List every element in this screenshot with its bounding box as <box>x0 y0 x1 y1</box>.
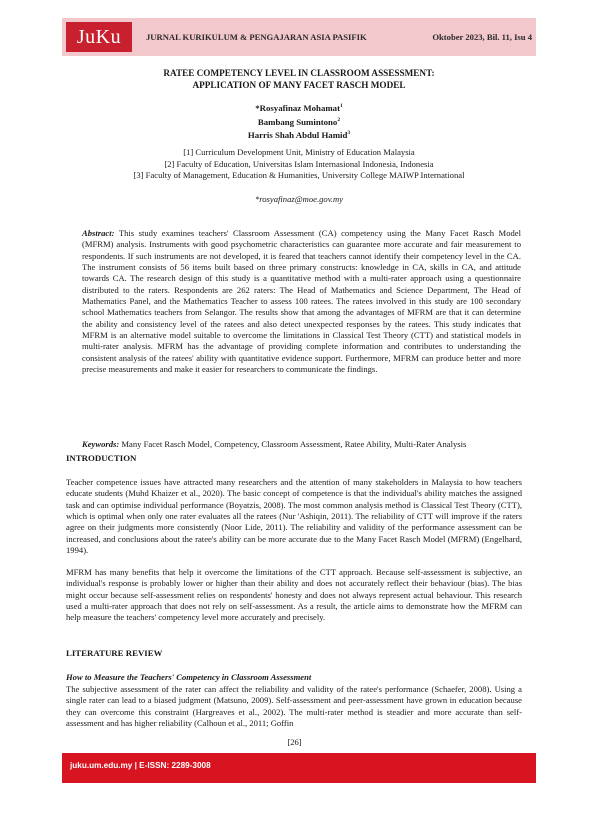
keywords <box>82 439 521 450</box>
author-list <box>62 101 536 142</box>
literature-review-heading: LITERATURE REVIEW <box>66 648 163 658</box>
keywords-label: Keywords: <box>82 439 120 449</box>
paper-title <box>62 67 536 91</box>
affiliation: [1] Curriculum Development Unit, Ministry of Education Malaysia <box>183 147 415 157</box>
author: Bambang Sumintono$^2$ <box>257 116 341 127</box>
introduction-heading: INTRODUCTION <box>66 453 137 463</box>
literature-subheading: How to Measure the Teachers' Competency in Classroom Assessment <box>66 672 312 682</box>
title-line-2: APPLICATION OF MANY FACET RASCH MODEL <box>192 80 406 90</box>
abstract-label: Abstract: <box>82 228 115 238</box>
introduction-paragraph-1: Teacher competence issues have attracted many researchers and the attention of many stakeholders in Malaysia to how teachers educate students (Muhd Khaizer et al., 2020). The basic concept of competence is that the individual's ability matches the assigned task and can optimise individual performance (Boyatzis, 2008). The most common analysis method is Classical Test Theory (CTT), which is optimal when only one rater evaluates all the ratees (Nur 'Ashiqin, 2011). The reliability of CTT will improve if the raters agree on their judgments more consistently (Noor Lide, 2011). The reliability and validity of the performance assessment can be increased, and conclusions about the ratee's ability can be more accurate due to the Many Facet Rasch Model (MFRM) (Engelhard, 1994). <box>66 477 522 556</box>
author: Harris Shah Abdul Hamid$^3$ <box>247 130 351 140</box>
journal-name: JURNAL KURIKULUM & PENGAJARAN ASIA PASIFIK <box>146 32 367 42</box>
issue-info: Oktober 2023, Bil. 11, Isu 4 <box>432 32 532 42</box>
journal-footer <box>62 753 536 783</box>
author: *Rosyafinaz Mohamat$^1$ <box>255 103 343 113</box>
affiliation: [3] Faculty of Management, Education & Humanities, University College MAIWP International <box>133 170 465 181</box>
journal-logo: JuKu <box>66 22 132 52</box>
journal-header <box>62 18 536 56</box>
affiliation: [2] Faculty of Education, Universitas Islam Internasional Indonesia, Indonesia <box>164 158 434 169</box>
page-number: [26] <box>287 737 302 747</box>
footer-text[interactable]: juku.um.edu.my | E-ISSN: 2289-3008 <box>70 761 211 770</box>
affiliations <box>62 147 536 182</box>
abstract-text: This study examines teachers' Classroom Assessment (CA) competency using the Many Facet Rasch Model (MFRM) analysis. Instruments with good psychometric characteristics can guarantee more accurate and fair measurement to respondents. If such instruments are not developed, it is feared that teachers cannot identify their competency level in the CA. The instrument consists of 56 items built based on three primary constructs: knowledge in CA, skills in CA, and attitude towards CA. The research design of this study is a quantitative method with a multi-rater approach using a questionnaire distributed to the raters. Respondents are 262 raters: The Head of Mathematics and Science Department, The Head of Mathematics Panel, and the Mathematics Teacher to assess 100 ratees. The ratees involved in this study are 100 secondary school Mathematics teachers from Selangor. The results show that among the advantages of MFRM are that it can determine the ability and consistency level of the ratees and also detect unexpected responses by the ratees. This study indicates that MFRM is an alternative model suitable to overcome the limitations in Classical Test Theory (CTT) and statistical models in multi-rater analysis. MFRM has the advantage of providing complete information and contributes to understanding the consistent analysis of the ratees' ability with quantitative evidence support. Furthermore, MFRM can produce better and more precise measurements and make it easier for researchers to communicate the findings. <box>82 228 521 375</box>
corresponding-email[interactable]: *rosyafinaz@moe.gov.my <box>254 194 344 204</box>
title-line-1: RATEE COMPETENCY LEVEL IN CLASSROOM ASSESSMENT: <box>163 68 435 78</box>
keywords-text: Many Facet Rasch Model, Competency, Classroom Assessment, Ratee Ability, Multi-Rater Analysis <box>121 439 467 449</box>
abstract <box>82 228 521 375</box>
introduction-paragraph-2: MFRM has many benefits that help it overcome the limitations of the CTT approach. Because self-assessment is subjective, an individual's response is probably lower or higher than their ability and does not accurately reflect their behaviour (bias). The bias might occur because self-assessment relies on respondents' honesty and does not always represent actual behaviour. This research used a multi-rater approach that does not rely on self-assessment. As a result, the article aims to demonstrate how the MFRM can help measure the teachers' competency level more accurately and precisely. <box>66 567 522 623</box>
literature-paragraph-1: The subjective assessment of the rater can affect the reliability and validity of the ratee's performance (Schaefer, 2008). Using a single rater can lead to a biased judgment (Matsuno, 2009). Self-assessment and peer-assessment have grown in education because they can overcome this constraint (Hargreaves et al., 2002). The multi-rater method is steadier and more accurate than self-assessment and has higher reliability (Calhoun et al., 2011; Goffin <box>66 684 522 729</box>
